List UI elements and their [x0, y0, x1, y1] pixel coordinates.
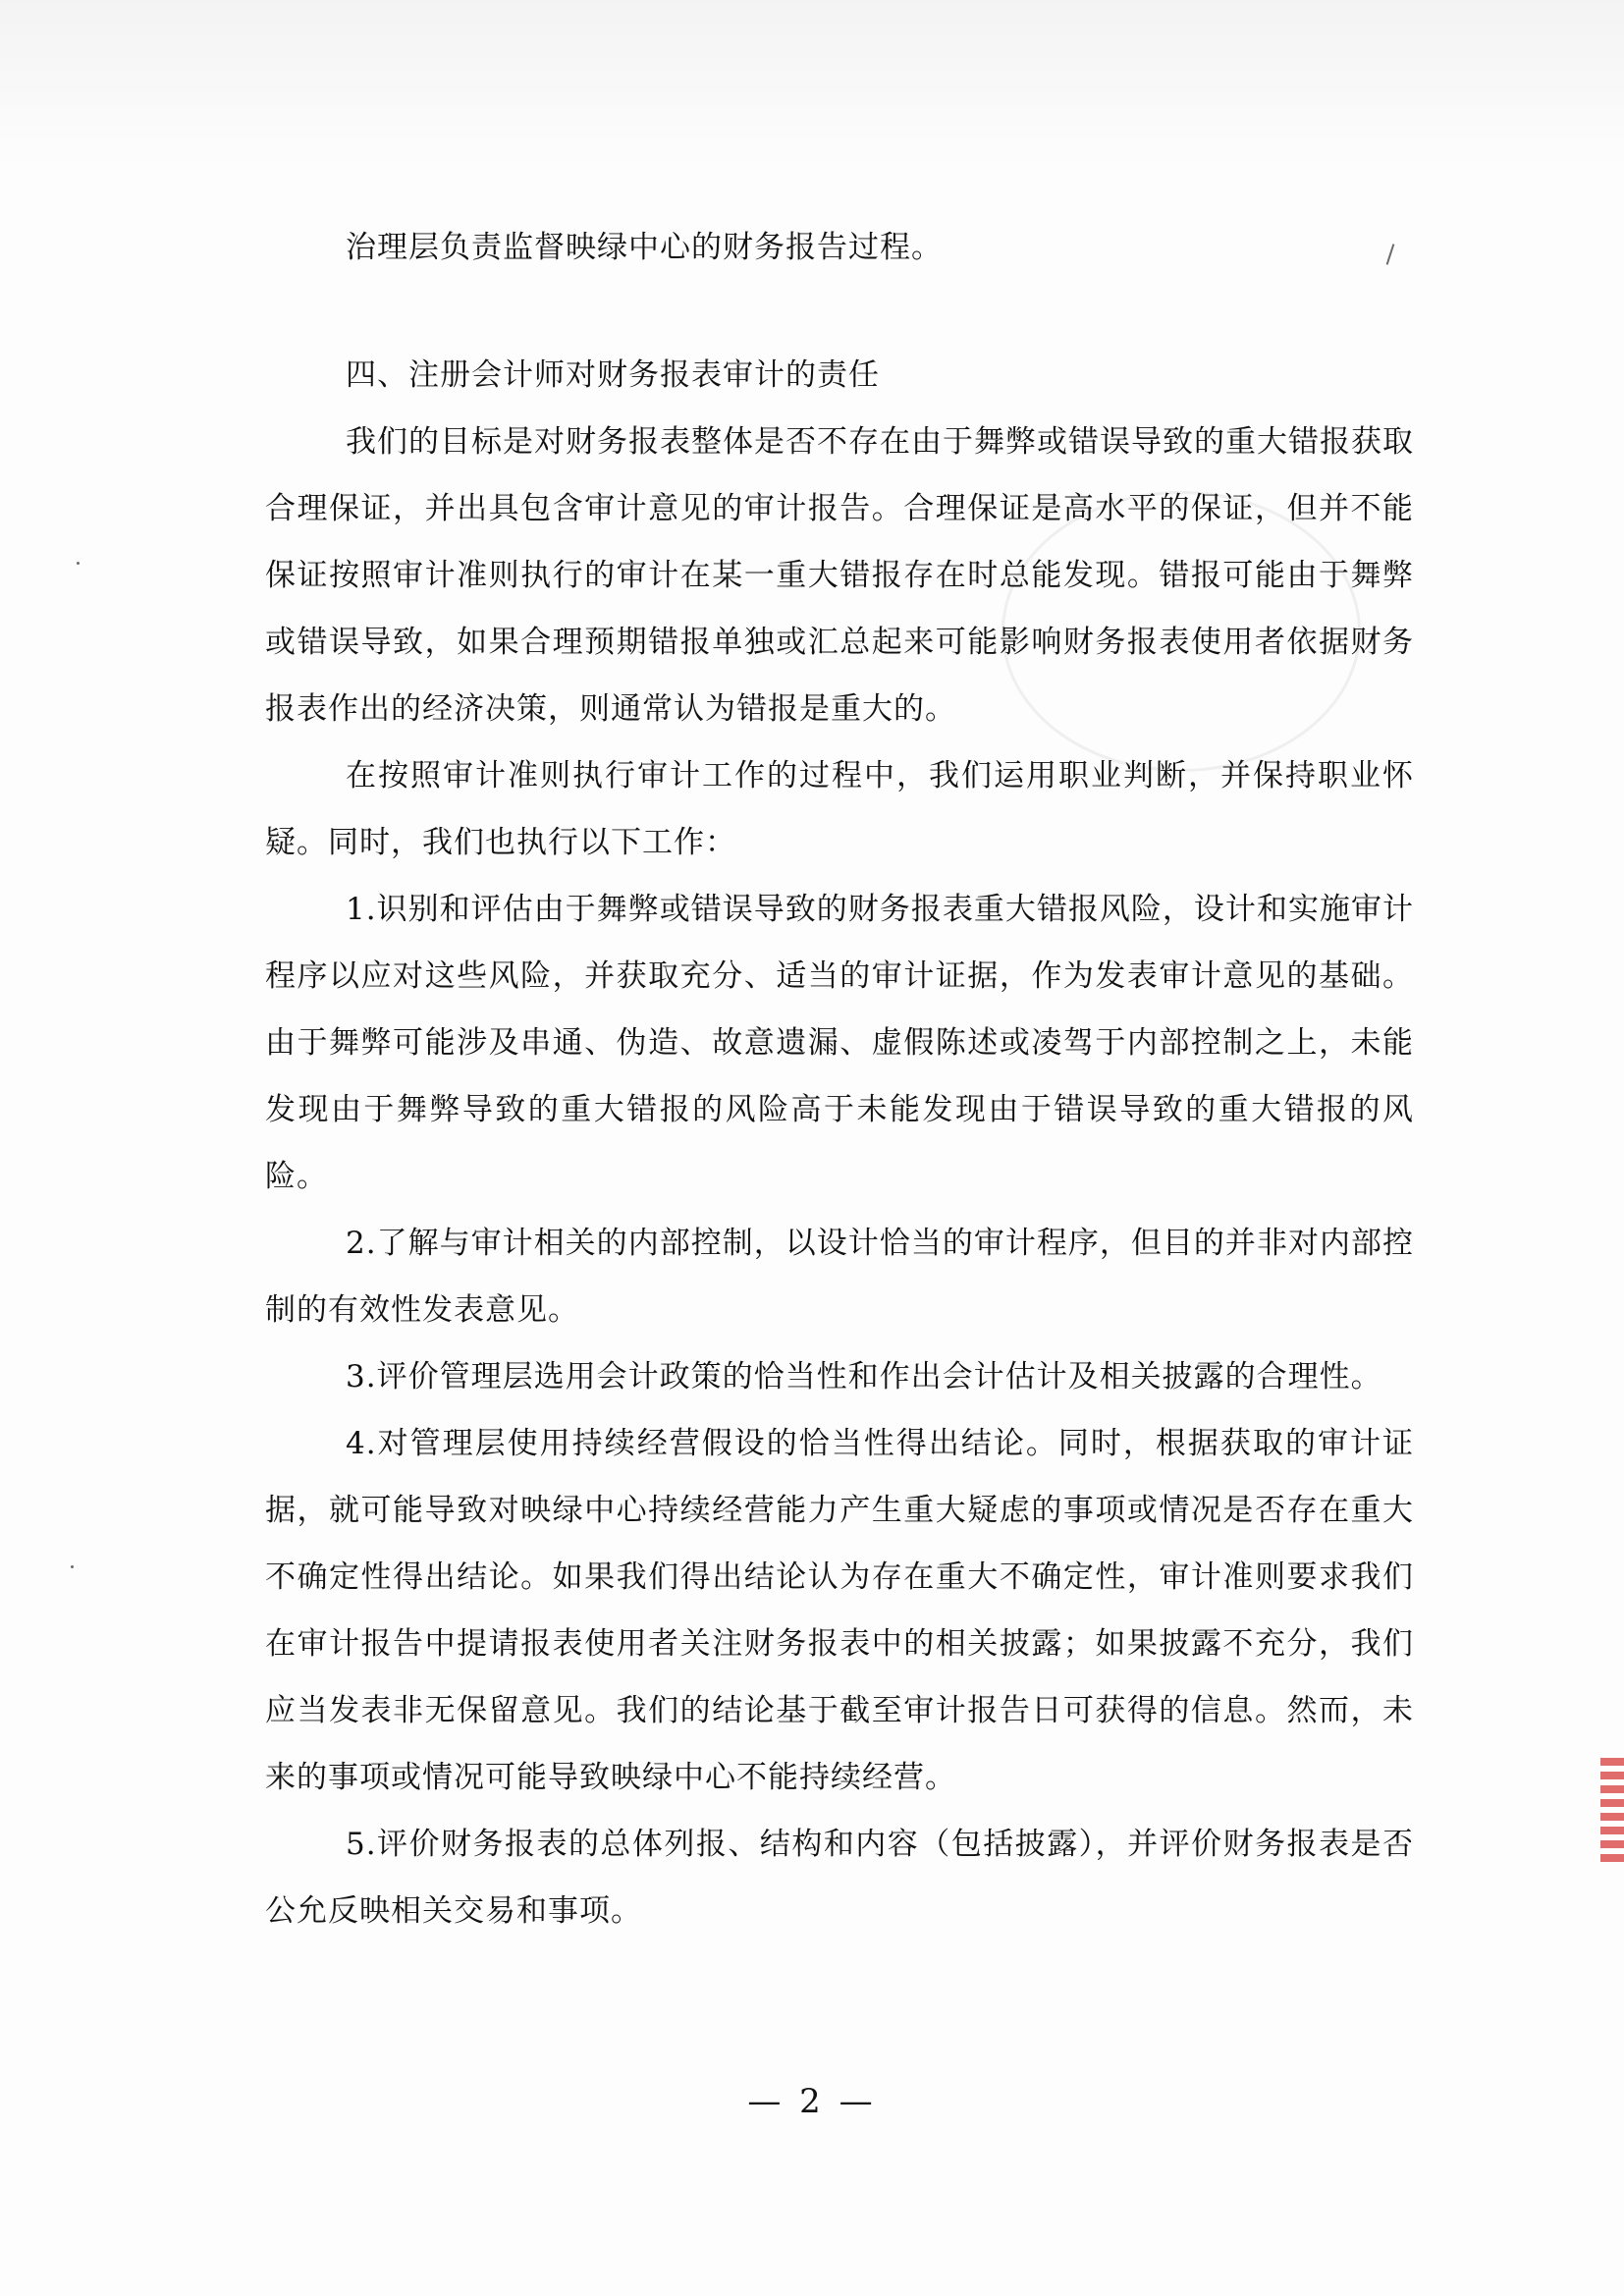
page-number: — 2 —	[747, 2082, 877, 2121]
list-item-5: 5.评价财务报表的总体列报、结构和内容（包括披露），并评价财务报表是否公允反映相关交易和事项。	[265, 1827, 1414, 1929]
paragraph-objective: 我们的目标是对财务报表整体是否不存在由于舞弊或错误导致的重大错报获取合理保证，并出具包含审计意见的审计报告。合理保证是高水平的保证，但并不能保证按照审计准则执行的审计在某一重大错报存在时总能发现。错报可能由于舞弊或错误导致，如果合理预期错报单独或汇总起来可能影响财务报表使用者依据财务报表作出的经济决策，则通常认为错报是重大的。	[265, 424, 1414, 727]
list-item-2: 2.了解与审计相关的内部控制，以设计恰当的审计程序，但目的并非对内部控制的有效性发表意见。	[265, 1226, 1414, 1328]
paragraph-professional-judgment: 在按照审计准则执行审计工作的过程中，我们运用职业判断，并保持职业怀疑。同时，我们也执行以下工作：	[265, 758, 1414, 860]
list-item-1: 1.识别和评估由于舞弊或错误导致的财务报表重大错报风险，设计和实施审计程序以应对这些风险，并获取充分、适当的审计证据，作为发表审计意见的基础。由于舞弊可能涉及串通、伪造、故意遗漏、虚假陈述或凌驾于内部控制之上，未能发现由于舞弊导致的重大错报的风险高于未能发现由于错误导致的重大错报的风险。	[265, 892, 1414, 1194]
scan-speck	[71, 1565, 74, 1568]
list-item-3: 3.评价管理层选用会计政策的恰当性和作出会计估计及相关披露的合理性。	[346, 1359, 1382, 1394]
list-item-4: 4.对管理层使用持续经营假设的恰当性得出结论。同时，根据获取的审计证据，就可能导致对映绿中心持续经营能力产生重大疑虑的事项或情况是否存在重大不确定性得出结论。如果我们得出结论认为存在重大不确定性，审计准则要求我们在审计报告中提请报表使用者关注财务报表中的相关披露；如果披露不充分，我们应当发表非无保留意见。我们的结论基于截至审计报告日可获得的信息。然而，未来的事项或情况可能导致映绿中心不能持续经营。	[265, 1426, 1414, 1795]
section-heading-auditor-responsibility: 四、注册会计师对财务报表审计的责任	[346, 357, 880, 393]
red-stamp-edge	[1600, 1758, 1624, 1866]
paragraph-governance: 治理层负责监督映绿中心的财务报告过程。	[346, 230, 943, 265]
body-text	[265, 214, 1414, 1944]
scan-speck	[77, 562, 80, 565]
